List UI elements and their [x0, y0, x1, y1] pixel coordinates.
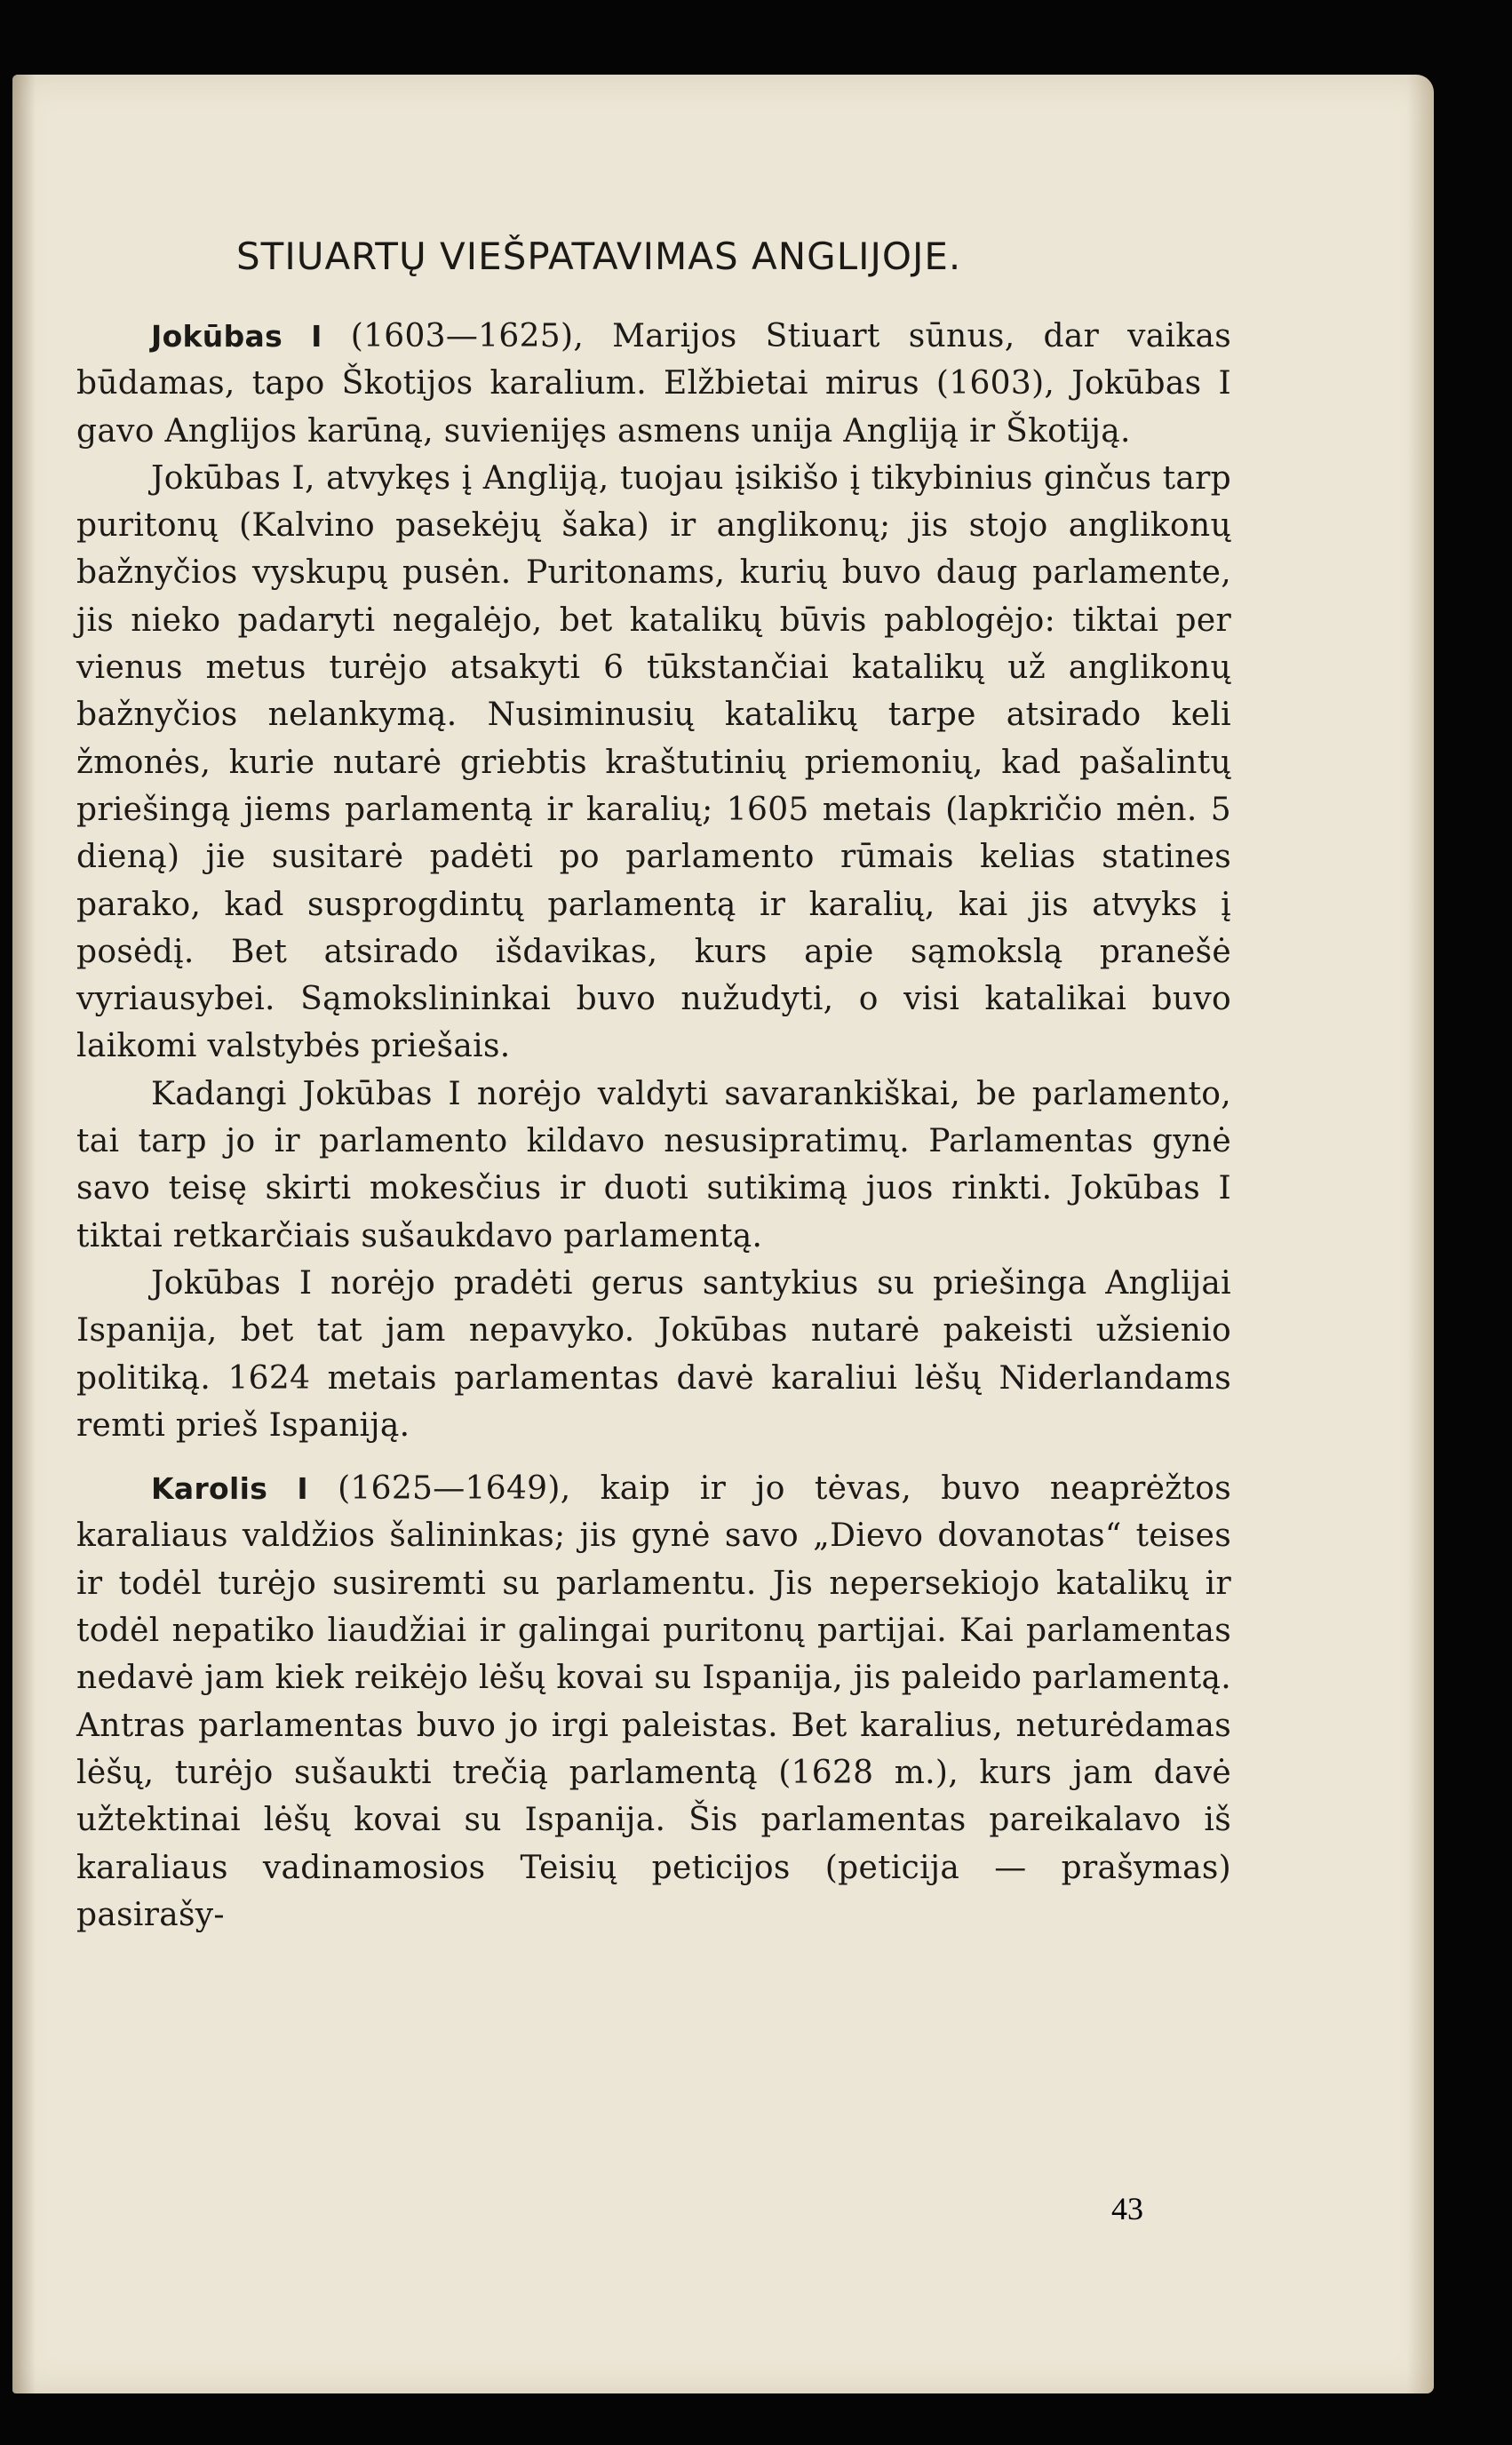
- spine-shadow: [12, 75, 36, 2393]
- paragraph-1: [76, 313, 1231, 455]
- paragraph-text: Jokūbas I, atvykęs į Angliją, tuojau įsikišo į tikybinius ginčus tarp puritonų (Kalvino pasekėjų šaka) ir anglikonų; jis stojo anglikonų bažnyčios vyskupų pusėn. Puritonams, kurių buvo daug parlamente, jis nieko padaryti negalėjo, bet katalikų būvis pablogėjo: tiktai per vienus metus turėjo atsakyti 6 tūkstančiai katalikų už anglikonų bažnyčios nelankymą. Nusiminusių katalikų tarpe atsirado keli žmonės, kurie nutarė griebtis kraštutinių priemonių, kad pašalintų priešingą jiems parlamentą ir karalių; 1605 metais (lapkričio mėn. 5 dieną) jie susitarė padėti po parlamento rūmais kelias statines parako, kad susprogdintų parlamentą ir karalių, kai jis atvyks į posėdį. Bet atsirado išdavikas, kurs apie sąmokslą pranešė vyriausybei. Sąmokslininkai buvo nužudyti, o visi katalikai buvo laikomi valstybės priešais.: [76, 459, 1231, 1065]
- paragraph-text: (1603—1625), Marijos Stiuart sūnus, dar vaikas būdamas, tapo Škotijos karalium. Elžbietai mirus (1603), Jokūbas I gavo Anglijos karūną, suvienijęs asmens unija Angliją ir Škotiją.: [76, 318, 1231, 450]
- paragraph-text: Kadangi Jokūbas I norėjo valdyti savarankiškai, be parlamento, tai tarp jo ir parlamento kildavo nesusipratimų. Parlamentas gynė savo teisę skirti mokesčius ir duoti sutikimą juos rinkti. Jokūbas I tiktai retkarčiais sušaukdavo parlamentą.: [76, 1075, 1231, 1254]
- book-page: [12, 75, 1434, 2393]
- paragraph-4: [76, 1260, 1231, 1449]
- paragraph-text: Jokūbas I norėjo pradėti gerus santykius su priešinga Anglijai Ispanija, bet tat jam nepavyko. Jokūbas nutarė pakeisti užsienio politiką. 1624 metais parlamentas davė karaliui lėšų Niderlandams remti prieš Ispaniją.: [76, 1264, 1231, 1444]
- page-number: 43: [1111, 2191, 1143, 2226]
- paragraph-text: (1625—1649), kaip ir jo tėvas, buvo neaprėžtos karaliaus valdžios šalininkas; jis gynė savo „Dievo dovanotas“ teises ir todėl turėjo susiremti su parlamentu. Jis nepersekiojo katalikų ir todėl nepatiko liaudžiai ir galingai puritonų partijai. Kai parlamentas nedavė jam kiek reikėjo lėšų kovai su Ispanija, jis paleido parlamentą. Antras parlamentas buvo jo irgi paleistas. Bet karalius, neturėdamas lėšų, turėjo sušaukti trečią parlamentą (1628 m.), kurs jam davė užtektinai lėšų kovai su Ispanija. Šis parlamentas pareikalavo iš karaliaus vadinamosios Teisių peticijos (peticija — prašymas) pasirašy-: [76, 1470, 1231, 1933]
- paragraph-2: [76, 455, 1231, 1071]
- paragraph-3: [76, 1071, 1231, 1260]
- page-edge: [1407, 75, 1434, 2393]
- paragraph-5: [76, 1465, 1231, 1939]
- chapter-heading: STIUARTŲ VIEŠPATAVIMAS ANGLIJOJE.: [236, 235, 962, 278]
- paragraph-lead: Karolis I: [151, 1471, 308, 1507]
- body-text: [76, 313, 1231, 1939]
- paragraph-lead: Jokūbas I: [151, 319, 322, 354]
